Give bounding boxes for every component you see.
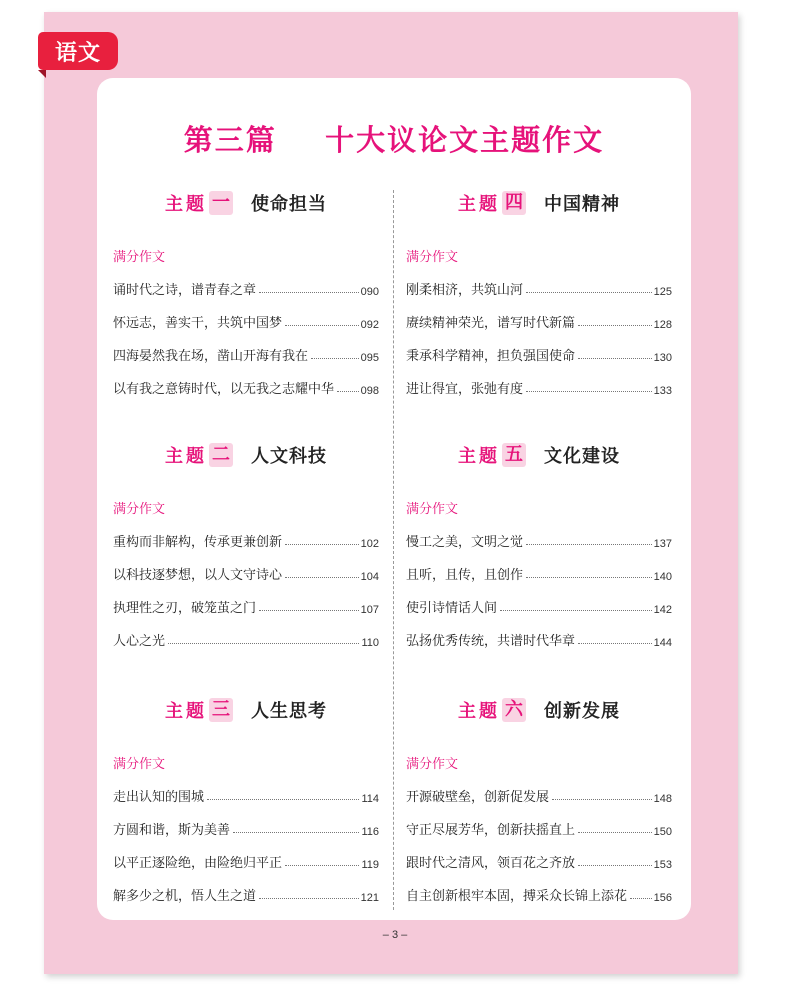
theme-number: 一 — [209, 191, 233, 215]
entry-title: 解多少之机，悟人生之道 — [113, 889, 257, 904]
section-subheading: 满分作文 — [113, 757, 166, 772]
entry-page: 102 — [360, 538, 379, 550]
dot-leader — [526, 577, 652, 578]
entry-page: 104 — [360, 571, 379, 583]
entry-title: 弘扬优秀传统，共谱时代华章 — [406, 634, 576, 649]
entry-page: 156 — [653, 892, 672, 904]
toc-entry[interactable] — [113, 785, 379, 805]
entry-page: 148 — [653, 793, 672, 805]
dot-leader — [311, 358, 359, 359]
theme-heading — [165, 188, 327, 218]
entry-page: 125 — [653, 286, 672, 298]
toc-entry[interactable] — [113, 377, 379, 397]
entry-page: 133 — [653, 385, 672, 397]
dot-leader — [233, 832, 359, 833]
dot-leader — [526, 292, 652, 293]
toc-entry[interactable] — [113, 563, 379, 583]
dot-leader — [578, 325, 652, 326]
theme-heading — [165, 695, 327, 725]
toc-entry[interactable] — [406, 629, 672, 649]
dot-leader — [259, 898, 359, 899]
dot-leader — [285, 577, 359, 578]
entry-title: 慢工之美，文明之觉 — [406, 535, 524, 550]
theme-number: 六 — [502, 698, 526, 722]
dot-leader — [168, 643, 359, 644]
entry-title: 怀远志，善实干，共筑中国梦 — [113, 316, 283, 331]
toc-entry[interactable] — [406, 818, 672, 838]
entry-page: 114 — [361, 793, 379, 805]
toc-entry[interactable] — [406, 278, 672, 298]
theme-number: 五 — [502, 443, 526, 467]
entry-page: 116 — [361, 826, 379, 838]
column-divider — [393, 190, 394, 910]
entry-page: 140 — [653, 571, 672, 583]
subject-tab: 语文 — [38, 32, 118, 70]
theme-number: 三 — [209, 698, 233, 722]
entry-page: 142 — [653, 604, 672, 616]
toc-entry[interactable] — [406, 563, 672, 583]
theme-heading — [458, 188, 620, 218]
dot-leader — [207, 799, 359, 800]
toc-entry[interactable] — [406, 344, 672, 364]
entry-title: 使引诗情话人间 — [406, 601, 498, 616]
theme-number: 四 — [502, 191, 526, 215]
entry-title: 四海晏然我在场，凿山开海有我在 — [113, 349, 309, 364]
toc-entry[interactable] — [113, 278, 379, 298]
toc-entry[interactable] — [406, 311, 672, 331]
section-subheading: 满分作文 — [406, 250, 459, 265]
dot-leader — [630, 898, 652, 899]
dot-leader — [578, 358, 652, 359]
toc-entry[interactable] — [113, 596, 379, 616]
toc-entry[interactable] — [113, 344, 379, 364]
entry-page: 130 — [653, 352, 672, 364]
entry-title: 守正尽展芳华，创新扶摇直上 — [406, 823, 576, 838]
contents-card — [97, 78, 691, 920]
toc-entry[interactable] — [406, 596, 672, 616]
theme-number: 二 — [209, 443, 233, 467]
theme-name: 创新发展 — [544, 701, 620, 722]
entry-title: 进让得宜，张弛有度 — [406, 382, 524, 397]
entry-page: 128 — [653, 319, 672, 331]
entry-page: 095 — [360, 352, 379, 364]
entry-title: 且听，且传，且创作 — [406, 568, 524, 583]
dot-leader — [500, 610, 652, 611]
entry-page: 153 — [653, 859, 672, 871]
toc-entry[interactable] — [406, 377, 672, 397]
entry-page: 092 — [360, 319, 379, 331]
dot-leader — [526, 391, 652, 392]
entry-title: 跟时代之清风，领百花之齐放 — [406, 856, 576, 871]
section-subheading: 满分作文 — [406, 757, 459, 772]
entry-page: 107 — [360, 604, 379, 616]
toc-entry[interactable] — [113, 311, 379, 331]
dot-leader — [578, 832, 652, 833]
theme-word: 主题 — [458, 701, 500, 722]
dot-leader — [285, 325, 359, 326]
theme-heading — [458, 695, 620, 725]
entry-title: 刚柔相济，共筑山河 — [406, 283, 524, 298]
entry-title: 人心之光 — [113, 634, 166, 649]
toc-entry[interactable] — [113, 851, 379, 871]
entry-title: 秉承科学精神，担负强国使命 — [406, 349, 576, 364]
entry-title: 开源破壁垒，创新促发展 — [406, 790, 550, 805]
entry-page: 121 — [360, 892, 379, 904]
section-subheading: 满分作文 — [113, 502, 166, 517]
dot-leader — [578, 865, 652, 866]
section-subheading: 满分作文 — [406, 502, 459, 517]
entry-title: 走出认知的围城 — [113, 790, 205, 805]
toc-entry[interactable] — [406, 884, 672, 904]
entry-page: 110 — [361, 637, 379, 649]
section-subheading: 满分作文 — [113, 250, 166, 265]
toc-entry[interactable] — [113, 530, 379, 550]
toc-entry[interactable] — [406, 851, 672, 871]
entry-title: 执理性之刃，破笼茧之门 — [113, 601, 257, 616]
theme-heading — [458, 440, 620, 470]
dot-leader — [285, 865, 359, 866]
entry-page: 090 — [360, 286, 379, 298]
entry-page: 098 — [360, 385, 379, 397]
entry-page: 119 — [361, 859, 379, 871]
page-title: 第三篇 十大议论文主题作文 — [183, 123, 605, 157]
page-number: – 3 – — [382, 929, 408, 941]
theme-word: 主题 — [165, 446, 207, 467]
theme-name: 文化建设 — [544, 446, 620, 467]
entry-title: 以平正逐险绝，由险绝归平正 — [113, 856, 283, 871]
dot-leader — [259, 610, 359, 611]
entry-title: 诵时代之诗，谱青春之章 — [113, 283, 257, 298]
theme-word: 主题 — [165, 701, 207, 722]
entry-page: 137 — [653, 538, 672, 550]
toc-entry[interactable] — [113, 884, 379, 904]
theme-name: 人生思考 — [251, 701, 327, 722]
entry-title: 重构而非解构，传承更兼创新 — [113, 535, 283, 550]
entry-title: 以科技逐梦想，以人文守诗心 — [113, 568, 283, 583]
entry-title: 赓续精神荣光，谱写时代新篇 — [406, 316, 576, 331]
toc-entry[interactable] — [406, 785, 672, 805]
theme-name: 中国精神 — [544, 194, 620, 215]
dot-leader — [578, 643, 652, 644]
entry-title: 自主创新根牢本固，搏采众长锦上添花 — [406, 889, 628, 904]
theme-word: 主题 — [458, 194, 500, 215]
entry-page: 144 — [653, 637, 672, 649]
dot-leader — [337, 391, 359, 392]
toc-entry[interactable] — [406, 530, 672, 550]
entry-title: 方圆和谐，斯为美善 — [113, 823, 231, 838]
toc-entry[interactable] — [113, 629, 379, 649]
dot-leader — [526, 544, 652, 545]
entry-title: 以有我之意铸时代，以无我之志耀中华 — [113, 382, 335, 397]
theme-name: 使命担当 — [251, 194, 327, 215]
entry-page: 150 — [653, 826, 672, 838]
theme-name: 人文科技 — [251, 446, 327, 467]
theme-heading — [165, 440, 327, 470]
theme-word: 主题 — [458, 446, 500, 467]
dot-leader — [552, 799, 652, 800]
dot-leader — [259, 292, 359, 293]
toc-entry[interactable] — [113, 818, 379, 838]
theme-word: 主题 — [165, 194, 207, 215]
dot-leader — [285, 544, 359, 545]
